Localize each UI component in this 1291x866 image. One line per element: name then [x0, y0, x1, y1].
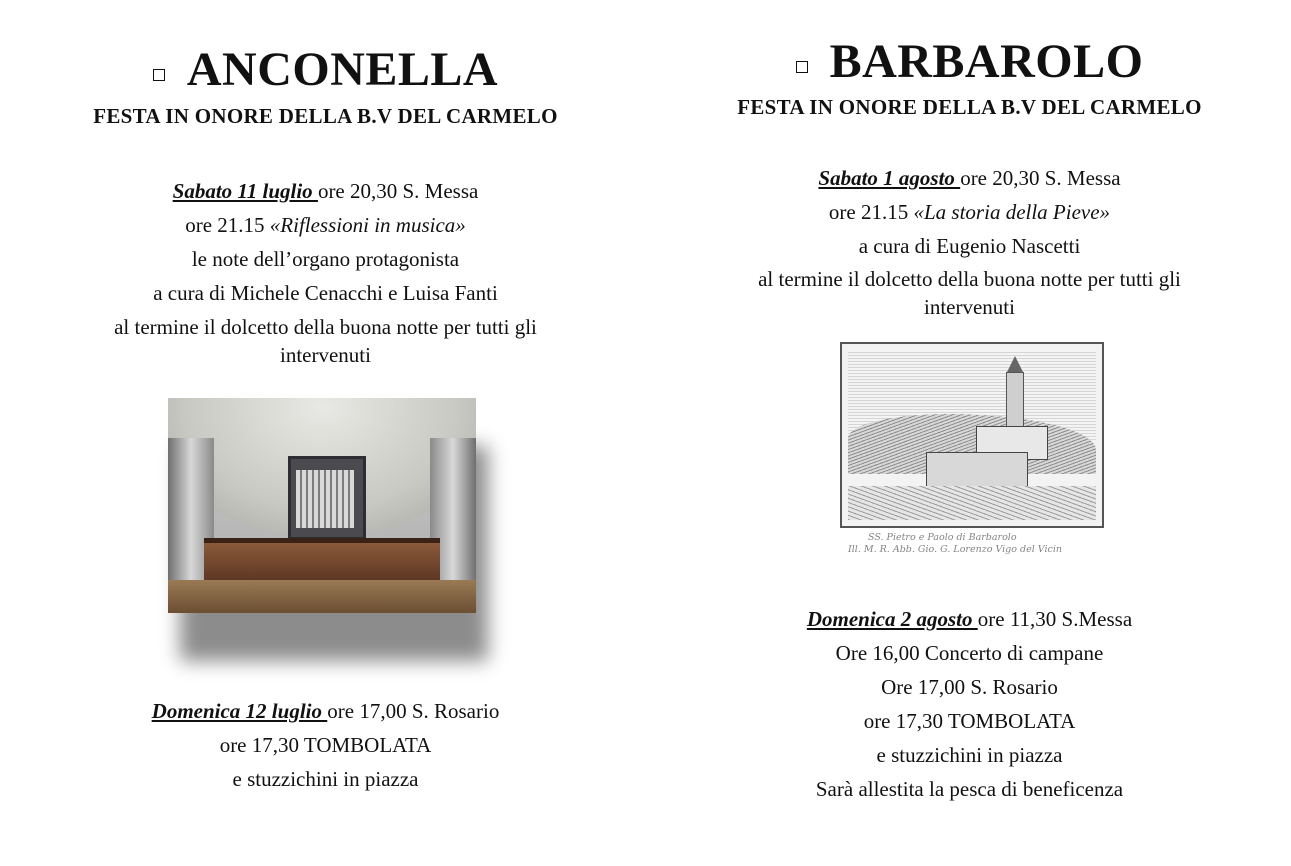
talk-title: «La storia della Pieve» [913, 200, 1111, 224]
sunday-date: Domenica 2 agosto [806, 607, 978, 631]
curators-line: a cura di Michele Cenacchi e Luisa Fanti [153, 281, 498, 305]
saturday-line [28, 174, 623, 208]
sunday-line [672, 602, 1267, 636]
talk-line [672, 195, 1267, 229]
organ-photo [168, 398, 476, 613]
concert-title: «Riflessioni in musica» [269, 213, 466, 237]
charity-line: Sarà allestita la pesca di beneficenza [815, 777, 1124, 801]
barbarolo-heading [672, 35, 1267, 88]
barbarolo-sunday-block [672, 602, 1267, 806]
saturday-date: Sabato 1 agosto [818, 166, 961, 190]
tombolata-line: ore 17,30 TOMBOLATA [219, 733, 432, 757]
checkbox-bullet-icon [153, 69, 165, 81]
concert-time: ore 21.15 [185, 213, 270, 237]
saturday-date: Sabato 11 luglio [172, 179, 318, 203]
sunday-rosary: ore 17,00 S. Rosario [327, 699, 500, 723]
tombolata-line: ore 17,30 TOMBOLATA [863, 709, 1076, 733]
checkbox-bullet-icon [796, 61, 808, 73]
anconella-saturday-block [28, 174, 623, 368]
barbarolo-title: BARBAROLO [829, 35, 1144, 88]
church-engraving [838, 340, 1106, 565]
saturday-mass: ore 20,30 S. Messa [317, 179, 479, 203]
anconella-subtitle: FESTA IN ONORE DELLA B.V DEL CARMELO [93, 104, 558, 128]
talk-time: ore 21.15 [828, 200, 914, 224]
engraving-caption-line2: Ill. M. R. Abb. Gio. G. Lorenzo Vigo del Vicin [848, 544, 1062, 555]
anconella-title: ANCONELLA [186, 43, 499, 96]
dolcetto-line-end: intervenuti [924, 295, 1015, 319]
anconella-heading [28, 43, 623, 96]
barbarolo-saturday-block [672, 161, 1267, 319]
dolcetto-line: al termine il dolcetto della buona notte per tutti gli [114, 315, 537, 339]
sunday-line [28, 694, 623, 728]
rosary-line: Ore 17,00 S. Rosario [881, 675, 1058, 699]
saturday-line [672, 161, 1267, 195]
stuzzichini-line: e stuzzichini in piazza [876, 743, 1063, 767]
saturday-mass: ore 20,30 S. Messa [960, 166, 1121, 190]
dolcetto-line-end: intervenuti [280, 343, 371, 367]
bells-line: Ore 16,00 Concerto di campane [835, 641, 1104, 665]
sunday-date: Domenica 12 luglio [151, 699, 328, 723]
engraving-caption-line1: SS. Pietro e Paolo di Barbarolo [868, 532, 1017, 543]
barbarolo-subtitle: FESTA IN ONORE DELLA B.V DEL CARMELO [737, 95, 1202, 119]
stuzzichini-line: e stuzzichini in piazza [232, 767, 419, 791]
sunday-mass: ore 11,30 S.Messa [977, 607, 1133, 631]
speaker-line: a cura di Eugenio Nascetti [858, 234, 1081, 258]
organ-line: le note dell’organo protagonista [191, 247, 460, 271]
anconella-sunday-block [28, 694, 623, 796]
dolcetto-line: al termine il dolcetto della buona notte per tutti gli [758, 267, 1181, 291]
engraving-caption [848, 532, 1106, 560]
concert-line [28, 208, 623, 242]
